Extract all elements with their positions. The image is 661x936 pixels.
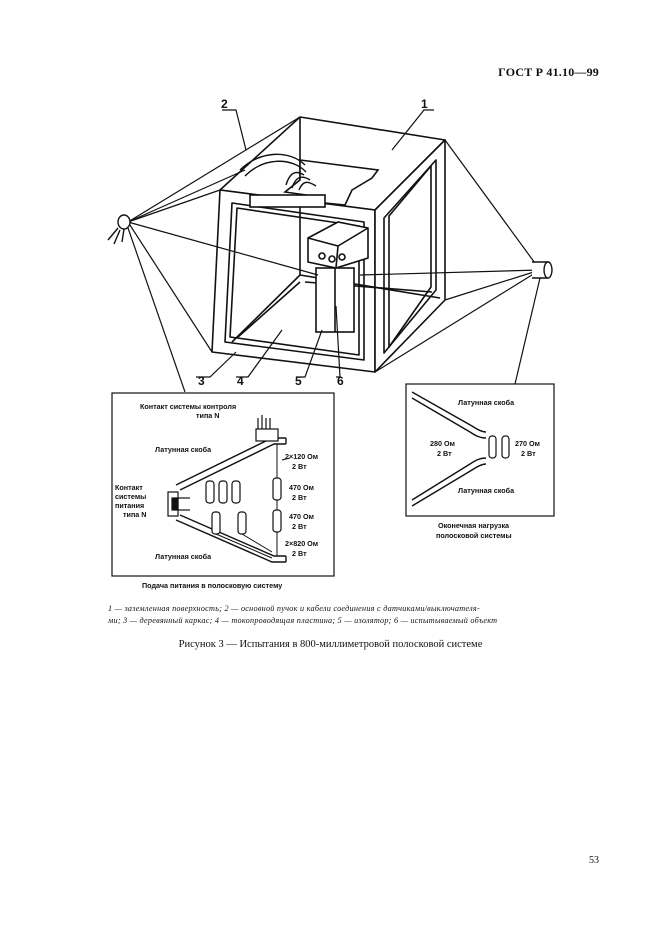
right-stripline-tip bbox=[532, 262, 552, 278]
label-res1-value: 2×120 Ом bbox=[285, 452, 319, 461]
label-res2-value: 470 Ом bbox=[289, 483, 314, 492]
label-contact-power-1: Контакт bbox=[115, 483, 143, 492]
callout-4: 4 bbox=[237, 374, 244, 388]
right-inset-leader bbox=[515, 278, 540, 384]
label-res2-power: 2 Вт bbox=[292, 493, 307, 502]
label-res4-value: 2×820 Ом bbox=[285, 539, 319, 548]
callout-1: 1 bbox=[421, 97, 428, 111]
callout-2: 2 bbox=[221, 97, 228, 111]
right-inset-caption-2: полосковой системы bbox=[436, 531, 512, 540]
label-res1-power: 2 Вт bbox=[292, 462, 307, 471]
document-code: ГОСТ Р 41.10—99 bbox=[498, 65, 599, 79]
legend-line-2: ми; 3 — деревянный каркас; 4 — токопроводящая пластина; 5 — изолятор; 6 — испытываемый объект bbox=[108, 616, 498, 625]
label-contact-power-4: типа N bbox=[123, 510, 147, 519]
label-contact-power-3: питания bbox=[115, 501, 145, 510]
label-res-right-value: 270 Ом bbox=[515, 439, 540, 448]
label-brass-bracket-top-right: Латунная скоба bbox=[458, 398, 515, 407]
label-res3-power: 2 Вт bbox=[292, 522, 307, 531]
label-res3-value: 470 Ом bbox=[289, 512, 314, 521]
right-inset-caption-1: Оконечная нагрузка bbox=[438, 521, 510, 530]
label-brass-bracket-bottom-left: Латунная скоба bbox=[155, 552, 212, 561]
left-inset-leader bbox=[128, 228, 185, 392]
callout-3: 3 bbox=[198, 374, 205, 388]
label-res-left-power: 2 Вт bbox=[437, 449, 452, 458]
label-brass-bracket-bottom-right: Латунная скоба bbox=[458, 486, 515, 495]
page-number: 53 bbox=[589, 855, 599, 866]
label-res-left-value: 280 Ом bbox=[430, 439, 455, 448]
callout-5: 5 bbox=[295, 374, 302, 388]
left-stripline-tip bbox=[108, 215, 130, 244]
figure-caption: Рисунок 3 — Испытания в 800-миллиметровой полосковой системе bbox=[178, 639, 483, 650]
label-contact-control-type: типа N bbox=[196, 411, 220, 420]
label-res4-power: 2 Вт bbox=[292, 549, 307, 558]
callout-6: 6 bbox=[337, 374, 344, 388]
label-brass-bracket-top-left: Латунная скоба bbox=[155, 445, 212, 454]
left-inset bbox=[112, 393, 334, 590]
right-inset bbox=[406, 384, 554, 540]
figure-legend bbox=[108, 603, 553, 627]
label-res-right-power: 2 Вт bbox=[521, 449, 536, 458]
label-contact-power-2: системы bbox=[115, 492, 147, 501]
left-inset-caption: Подача питания в полосковую систему bbox=[142, 581, 283, 590]
label-contact-control: Контакт системы контроля bbox=[140, 402, 237, 411]
legend-line-1: 1 — заземленная поверхность; 2 — основной пучок и кабели соединения с датчиками/выключателя- bbox=[108, 604, 480, 613]
